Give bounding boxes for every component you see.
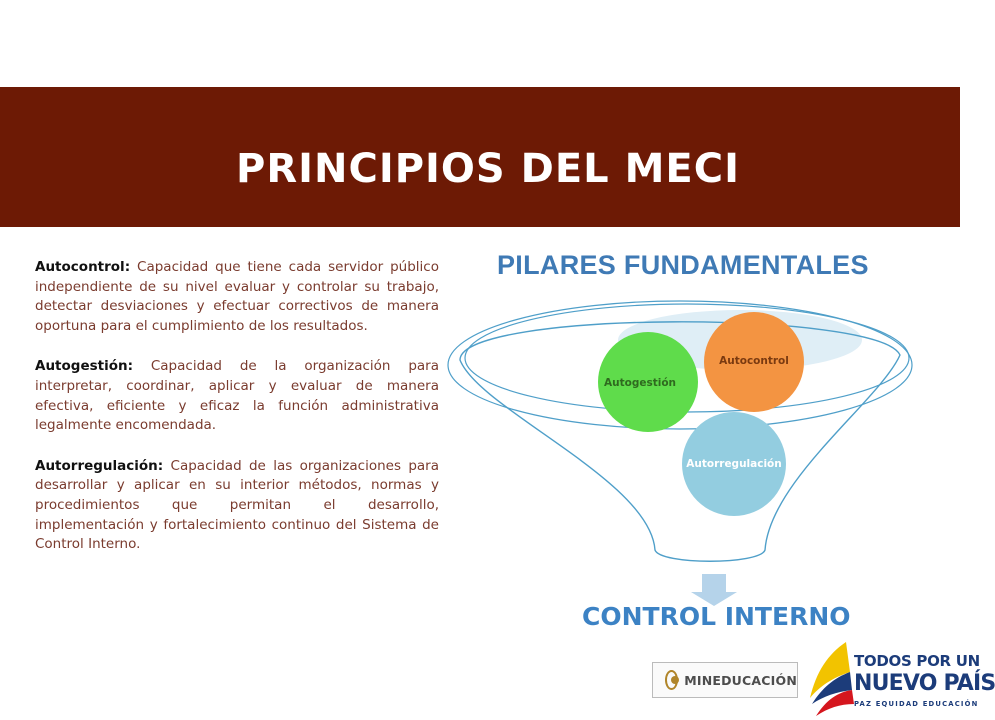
definitions-column	[35, 258, 439, 576]
mineducacion-text: MINEDUCACIÓN	[684, 672, 797, 688]
definition-term: Autocontrol:	[35, 259, 131, 275]
slogan-line1: TODOS POR UN	[854, 652, 980, 670]
definition-text: Capacidad de las organizaciones para desarrollar y aplicar en su interior métodos, normas y procedimientos que permitan el desarrollo, implementación y fortalecimiento continuo del Sistema de Control Interno.	[35, 457, 439, 553]
control-interno-label: CONTROL INTERNO	[582, 602, 851, 631]
mineducacion-logo	[652, 662, 798, 698]
definition-autorregulacion	[35, 457, 439, 555]
definition-term: Autorregulación:	[35, 457, 164, 474]
slogan-line2: NUEVO PAÍS	[854, 671, 995, 696]
pilares-diagram	[440, 280, 920, 620]
definition-text: Capacidad de la organización para interpretar, coordinar, aplicar y evaluar de manera efectiva, eficiente y eficaz la función administrativa legalmente encomendada.	[35, 358, 439, 434]
todos-por-un-nuevo-pais-logo	[806, 640, 995, 718]
coat-of-arms-icon	[665, 670, 678, 690]
slogan-line3: PAZ EQUIDAD EDUCACIÓN	[854, 700, 979, 708]
autorregulacion-label: Autorregulación	[686, 458, 782, 470]
autocontrol-label: Autocontrol	[719, 355, 789, 367]
definition-term: Autogestión:	[35, 358, 134, 375]
autogestion-label: Autogestión	[603, 377, 677, 389]
page-title: PRINCIPIOS DEL MECI	[236, 146, 740, 192]
definition-autogestion	[35, 357, 439, 435]
definition-text: Capacidad que tiene cada servidor público independiente de su nivel evaluar y controlar su trabajo, detectar desviaciones y efectuar correctivos de manera oportuna para el cumplimiento de los resultados.	[35, 259, 439, 334]
pilares-title: PILARES FUNDAMENTALES	[497, 250, 869, 280]
definition-autocontrol	[35, 258, 439, 336]
flag-swoosh-icon	[806, 640, 856, 718]
